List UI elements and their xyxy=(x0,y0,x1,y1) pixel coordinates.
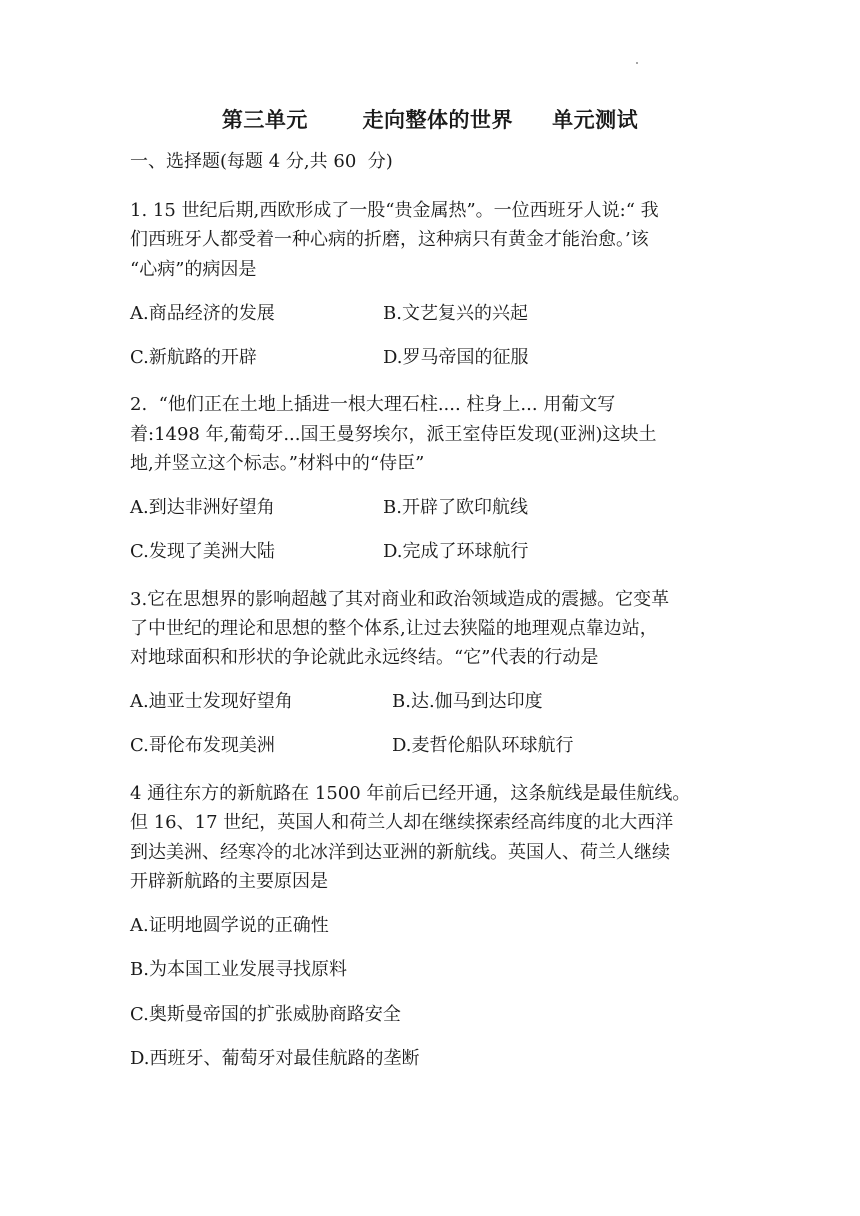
question-3-option-b: B.达.伽马到达印度 xyxy=(392,691,543,712)
question-4-line-4: 开辟新航路的主要原因是 xyxy=(130,871,328,892)
question-2-line-1: 2. “他们正在土地上插进一根大理石柱.... 柱身上... 用葡文写 xyxy=(130,394,616,415)
question-3-option-a: A.迪亚士发现好望角 xyxy=(130,691,293,712)
question-2-option-b: B.开辟了欧印航线 xyxy=(383,497,528,518)
question-1-line-1: 1. 15 世纪后期,西欧形成了一股“贵金属热”。一位西班牙人说:“ 我 xyxy=(130,200,659,221)
question-2-option-d: D.完成了环球航行 xyxy=(383,541,529,562)
question-3-option-d: D.麦哲伦船队环球航行 xyxy=(392,735,574,756)
question-2-option-c: C.发现了美洲大陆 xyxy=(130,541,275,562)
question-4-option-d: D.西班牙、葡萄牙对最佳航路的垄断 xyxy=(130,1048,420,1069)
question-1-option-c: C.新航路的开辟 xyxy=(130,347,257,368)
question-2-line-2: 着:1498 年,葡萄牙...国王曼努埃尔，派王室侍臣发现(亚洲)这块土 xyxy=(130,424,657,445)
question-3-option-c: C.哥伦布发现美洲 xyxy=(130,735,275,756)
page-title: 第三单元 走向整体的世界 单元测试 xyxy=(221,108,639,132)
question-2-option-a: A.到达非洲好望角 xyxy=(130,497,275,518)
question-4-option-b: B.为本国工业发展寻找原料 xyxy=(130,959,347,980)
question-4-line-2: 但 16、17 世纪，英国人和荷兰人却在继续探索经高纬度的北大西洋 xyxy=(130,812,674,833)
speck-mark xyxy=(636,62,638,64)
question-1-line-3: “心病”的病因是 xyxy=(130,259,257,280)
question-1-option-d: D.罗马帝国的征服 xyxy=(383,347,529,368)
section-heading: 一、选择题(每题 4 分,共 60 分) xyxy=(130,151,393,172)
question-3-line-3: 对地球面积和形状的争论就此永远终结。“它”代表的行动是 xyxy=(130,647,599,668)
question-4-option-a: A.证明地圆学说的正确性 xyxy=(130,915,329,936)
question-1-option-b: B.文艺复兴的兴起 xyxy=(383,303,528,324)
question-3-line-1: 3.它在思想界的影响超越了其对商业和政治领域造成的震撼。它变革 xyxy=(130,589,670,610)
question-1-line-2: 们西班牙人都受着一种心病的折磨，这种病只有黄金才能治愈。’该 xyxy=(130,229,649,250)
question-4-option-c: C.奥斯曼帝国的扩张威胁商路安全 xyxy=(130,1004,401,1025)
question-3-line-2: 了中世纪的理论和思想的整个体系,让过去狭隘的地理观点靠边站， xyxy=(130,618,658,639)
question-4-line-3: 到达美洲、经寒冷的北冰洋到达亚洲的新航线。英国人、荷兰人继续 xyxy=(130,842,670,863)
question-1-option-a: A.商品经济的发展 xyxy=(130,303,275,324)
question-2-line-3: 地,并竖立这个标志。”材料中的“侍臣” xyxy=(130,453,425,474)
question-4-line-1: 4 通往东方的新航路在 1500 年前后已经开通，这条航线是最佳航线。 xyxy=(130,783,691,804)
